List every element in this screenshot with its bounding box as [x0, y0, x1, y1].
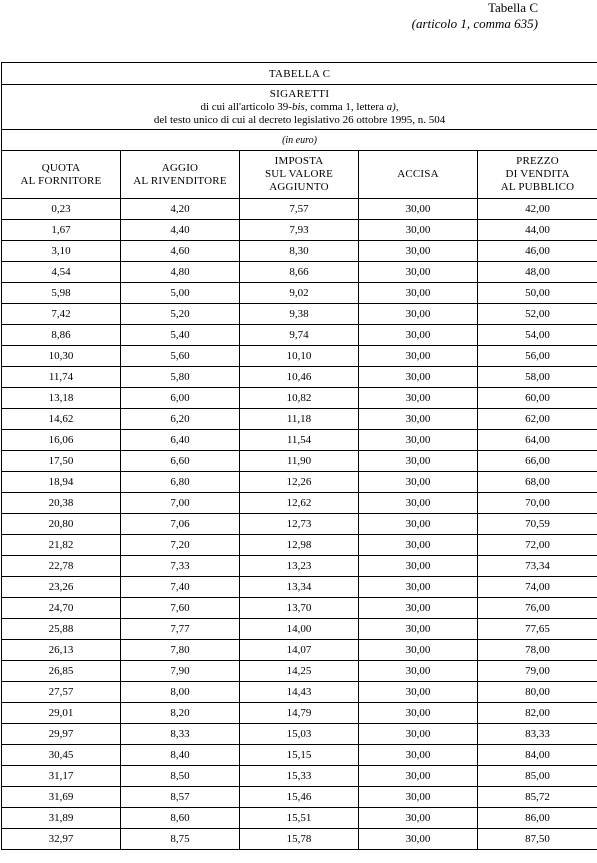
table-row — [2, 262, 597, 283]
table-cell: 0,23 — [2, 199, 121, 220]
table-cell: 7,90 — [121, 661, 240, 682]
table-cell: 30,00 — [359, 598, 478, 619]
table-cell: 70,00 — [478, 493, 597, 514]
column-header-line: ACCISA — [397, 168, 439, 180]
column-header-line: AGGIUNTO — [269, 181, 329, 193]
table-cell: 23,26 — [2, 577, 121, 598]
table-cell: 8,00 — [121, 682, 240, 703]
table-cell: 30,00 — [359, 577, 478, 598]
table-cell: 22,78 — [2, 556, 121, 577]
table-cell: 27,57 — [2, 682, 121, 703]
table-cell: 30,00 — [359, 640, 478, 661]
table-cell: 7,00 — [121, 493, 240, 514]
table-cell: 7,20 — [121, 535, 240, 556]
table-cell: 77,65 — [478, 619, 597, 640]
table-row — [2, 577, 597, 598]
table-reference — [412, 0, 538, 32]
table-cell: 30,00 — [359, 409, 478, 430]
column-header-line: AL PUBBLICO — [500, 181, 575, 193]
table-cell: 30,00 — [359, 325, 478, 346]
description-italic: bis — [291, 100, 305, 113]
table-cell: 73,34 — [478, 556, 597, 577]
table-cell: 13,18 — [2, 388, 121, 409]
column-header — [359, 151, 478, 199]
table-cell: 30,00 — [359, 661, 478, 682]
table-row — [2, 325, 597, 346]
table-cell: 6,00 — [121, 388, 240, 409]
table-cell: 5,40 — [121, 325, 240, 346]
table-cell: 80,00 — [478, 682, 597, 703]
table-cell: 76,00 — [478, 598, 597, 619]
table-cell: 11,54 — [240, 430, 359, 451]
table-cell: 15,46 — [240, 787, 359, 808]
description-line-3: del testo unico di cui al decreto legislativo 26 ottobre 1995, n. 504 — [153, 113, 446, 126]
description-line-2 — [2, 101, 597, 114]
table-cell: 5,20 — [121, 304, 240, 325]
table-cell: 4,40 — [121, 220, 240, 241]
table-cell: 30,00 — [359, 535, 478, 556]
table-row — [2, 199, 597, 220]
table-cell: 14,25 — [240, 661, 359, 682]
table-cell: 8,57 — [121, 787, 240, 808]
table-cell: 21,82 — [2, 535, 121, 556]
table-cell: 14,79 — [240, 703, 359, 724]
table-cell: 5,00 — [121, 283, 240, 304]
table-cell: 30,00 — [359, 346, 478, 367]
table-row — [2, 472, 597, 493]
table-cell: 17,50 — [2, 451, 121, 472]
table-cell: 30,00 — [359, 430, 478, 451]
table-cell: 7,60 — [121, 598, 240, 619]
table-row — [2, 829, 597, 850]
table-cell: 30,00 — [359, 283, 478, 304]
table-cell: 52,00 — [478, 304, 597, 325]
table-cell: 26,85 — [2, 661, 121, 682]
table-cell: 15,15 — [240, 745, 359, 766]
table-cell: 14,07 — [240, 640, 359, 661]
table-cell: 83,33 — [478, 724, 597, 745]
table-cell: 60,00 — [478, 388, 597, 409]
column-header-line: AL FORNITORE — [20, 174, 102, 187]
column-header-line: AGGIO — [161, 161, 199, 174]
table-cell: 15,03 — [240, 724, 359, 745]
table-row — [2, 535, 597, 556]
table-row — [2, 703, 597, 724]
table-cell: 64,00 — [478, 430, 597, 451]
table-row — [2, 724, 597, 745]
table-row — [2, 346, 597, 367]
table-row — [2, 766, 597, 787]
table-cell: 30,00 — [359, 766, 478, 787]
table-cell: 30,00 — [359, 220, 478, 241]
table-cell: 79,00 — [478, 661, 597, 682]
table-cell: 15,51 — [240, 808, 359, 829]
column-header-row — [2, 151, 597, 199]
table-cell: 9,38 — [240, 304, 359, 325]
table-cell: 58,00 — [478, 367, 597, 388]
column-header-line: AL RIVENDITORE — [133, 174, 227, 187]
table-cell: 26,13 — [2, 640, 121, 661]
table-cell: 7,93 — [240, 220, 359, 241]
table-cell: 20,80 — [2, 514, 121, 535]
table-cell: 30,00 — [359, 745, 478, 766]
table-cell: 82,00 — [478, 703, 597, 724]
table-cell: 7,42 — [2, 304, 121, 325]
table-cell: 30,00 — [359, 703, 478, 724]
table-cell: 4,54 — [2, 262, 121, 283]
table-cell: 12,62 — [240, 493, 359, 514]
table-cell: 11,90 — [240, 451, 359, 472]
table-cell: 30,00 — [359, 619, 478, 640]
table-row — [2, 556, 597, 577]
table-cell: 8,20 — [121, 703, 240, 724]
table-cell: 8,86 — [2, 325, 121, 346]
table-cell: 74,00 — [478, 577, 597, 598]
table-cell: 5,60 — [121, 346, 240, 367]
table-cell: 13,34 — [240, 577, 359, 598]
table-cell: 8,60 — [121, 808, 240, 829]
reference-title: Tabella C — [488, 0, 538, 15]
table-cell: 4,60 — [121, 241, 240, 262]
table-cell: 16,06 — [2, 430, 121, 451]
table-cell: 5,98 — [2, 283, 121, 304]
table-cell: 7,40 — [121, 577, 240, 598]
table-cell: 30,00 — [359, 451, 478, 472]
reference-article: (articolo 1, comma 635) — [411, 16, 538, 31]
table-cell: 7,57 — [240, 199, 359, 220]
table-cell: 44,00 — [478, 220, 597, 241]
table-cell: 68,00 — [478, 472, 597, 493]
table-cell: 30,00 — [359, 262, 478, 283]
table-unit: (in euro) — [2, 130, 597, 151]
table-cell: 10,30 — [2, 346, 121, 367]
table-row — [2, 493, 597, 514]
table-cell: 62,00 — [478, 409, 597, 430]
table-cell: 10,46 — [240, 367, 359, 388]
table-cell: 48,00 — [478, 262, 597, 283]
table-cell: 87,50 — [478, 829, 597, 850]
table-cell: 31,89 — [2, 808, 121, 829]
table-cell: 9,02 — [240, 283, 359, 304]
table-cell: 30,00 — [359, 241, 478, 262]
table-cell: 8,40 — [121, 745, 240, 766]
column-header-line: DI VENDITA — [505, 168, 570, 180]
table-row — [2, 787, 597, 808]
table-row — [2, 640, 597, 661]
table-cell: 6,40 — [121, 430, 240, 451]
table-cell: 29,97 — [2, 724, 121, 745]
table-row — [2, 619, 597, 640]
column-header — [240, 151, 359, 199]
table-title: TABELLA C — [2, 63, 597, 85]
table-row — [2, 682, 597, 703]
tariff-table — [1, 62, 597, 850]
table-cell: 5,80 — [121, 367, 240, 388]
table-cell: 14,43 — [240, 682, 359, 703]
table-cell: 30,00 — [359, 388, 478, 409]
table-cell: 72,00 — [478, 535, 597, 556]
table-cell: 15,33 — [240, 766, 359, 787]
table-cell: 12,26 — [240, 472, 359, 493]
table-cell: 84,00 — [478, 745, 597, 766]
table-cell: 1,67 — [2, 220, 121, 241]
table-cell: 25,88 — [2, 619, 121, 640]
table-cell: 30,00 — [359, 682, 478, 703]
table-cell: 30,00 — [359, 556, 478, 577]
table-cell: 70,59 — [478, 514, 597, 535]
table-cell: 7,77 — [121, 619, 240, 640]
table-cell: 8,75 — [121, 829, 240, 850]
table-cell: 30,00 — [359, 829, 478, 850]
table-row — [2, 451, 597, 472]
column-header-line: IMPOSTA — [274, 155, 324, 167]
table-cell: 15,78 — [240, 829, 359, 850]
description-line-1: SIGARETTI — [269, 87, 330, 100]
table-cell: 86,00 — [478, 808, 597, 829]
table-cell: 54,00 — [478, 325, 597, 346]
table-row — [2, 409, 597, 430]
table-row — [2, 283, 597, 304]
table-cell: 11,74 — [2, 367, 121, 388]
table-cell: 30,00 — [359, 493, 478, 514]
table-cell: 10,10 — [240, 346, 359, 367]
table-cell: 30,00 — [359, 514, 478, 535]
table-cell: 78,00 — [478, 640, 597, 661]
table-cell: 24,70 — [2, 598, 121, 619]
table-cell: 30,00 — [359, 367, 478, 388]
table-row — [2, 367, 597, 388]
table-cell: 50,00 — [478, 283, 597, 304]
description-text: , comma 1, lettera — [304, 100, 387, 113]
table-cell: 14,62 — [2, 409, 121, 430]
table-cell: 8,30 — [240, 241, 359, 262]
table-cell: 13,23 — [240, 556, 359, 577]
column-header-line: QUOTA — [41, 161, 81, 174]
table-cell: 85,72 — [478, 787, 597, 808]
table-row — [2, 220, 597, 241]
table-cell: 31,69 — [2, 787, 121, 808]
table-cell: 30,45 — [2, 745, 121, 766]
table-row — [2, 241, 597, 262]
table-cell: 30,00 — [359, 304, 478, 325]
table-cell: 7,33 — [121, 556, 240, 577]
table-cell: 30,00 — [359, 787, 478, 808]
table-cell: 30,00 — [359, 199, 478, 220]
table-cell: 12,73 — [240, 514, 359, 535]
table-cell: 31,17 — [2, 766, 121, 787]
table-cell: 13,70 — [240, 598, 359, 619]
table-cell: 11,18 — [240, 409, 359, 430]
table-cell: 85,00 — [478, 766, 597, 787]
table-cell: 29,01 — [2, 703, 121, 724]
column-header — [478, 151, 597, 199]
table-cell: 7,80 — [121, 640, 240, 661]
table-row — [2, 745, 597, 766]
table-cell: 46,00 — [478, 241, 597, 262]
table-cell: 32,97 — [2, 829, 121, 850]
table-cell: 42,00 — [478, 199, 597, 220]
table-cell: 30,00 — [359, 472, 478, 493]
table-row — [2, 430, 597, 451]
table-cell: 66,00 — [478, 451, 597, 472]
table-cell: 10,82 — [240, 388, 359, 409]
table-cell: 8,66 — [240, 262, 359, 283]
table-cell: 20,38 — [2, 493, 121, 514]
table-row — [2, 661, 597, 682]
table-cell: 30,00 — [359, 724, 478, 745]
table-row — [2, 598, 597, 619]
table-cell: 6,20 — [121, 409, 240, 430]
description-italic: a) — [386, 100, 396, 113]
column-header — [2, 151, 121, 199]
table-cell: 8,50 — [121, 766, 240, 787]
table-cell: 18,94 — [2, 472, 121, 493]
table-cell: 7,06 — [121, 514, 240, 535]
column-header — [121, 151, 240, 199]
table-cell: 12,98 — [240, 535, 359, 556]
table-cell: 8,33 — [121, 724, 240, 745]
table-cell: 56,00 — [478, 346, 597, 367]
table-row — [2, 514, 597, 535]
description-text: , — [395, 100, 399, 113]
table-cell: 4,20 — [121, 199, 240, 220]
table-cell: 6,60 — [121, 451, 240, 472]
description-text: di cui all'articolo 39- — [200, 100, 292, 113]
table-cell: 6,80 — [121, 472, 240, 493]
table-row — [2, 304, 597, 325]
table-cell: 3,10 — [2, 241, 121, 262]
table-cell: 14,00 — [240, 619, 359, 640]
table-row — [2, 808, 597, 829]
table-row — [2, 388, 597, 409]
table-cell: 9,74 — [240, 325, 359, 346]
column-header-line: PREZZO — [516, 155, 559, 167]
table-description — [2, 85, 597, 130]
table-cell: 30,00 — [359, 808, 478, 829]
column-header-line: SUL VALORE — [264, 168, 334, 180]
table-cell: 4,80 — [121, 262, 240, 283]
